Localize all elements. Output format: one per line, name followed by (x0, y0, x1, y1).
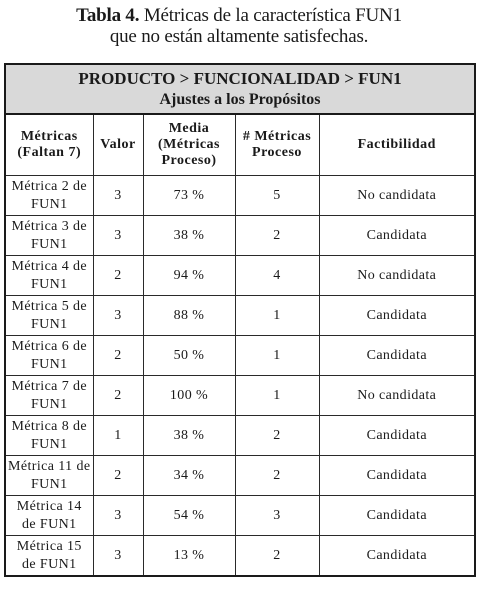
media-cell: 13 % (143, 536, 235, 577)
metric-name-cell: Métrica 3 de FUN1 (5, 216, 93, 256)
table-row (5, 296, 475, 336)
factibilidad-cell: Candidata (319, 456, 475, 496)
factibilidad-cell: Candidata (319, 536, 475, 577)
table-row (5, 256, 475, 296)
valor-cell: 2 (93, 456, 143, 496)
table-caption (0, 5, 478, 47)
header-media: Media (Métricas Proceso) (143, 114, 235, 176)
num-metricas-cell: 1 (235, 296, 319, 336)
table-subtitle: Ajustes a los Propósitos (159, 91, 321, 108)
num-metricas-cell: 1 (235, 336, 319, 376)
num-metricas-cell: 1 (235, 376, 319, 416)
metric-name-cell: Métrica 7 de FUN1 (5, 376, 93, 416)
num-metricas-cell: 3 (235, 496, 319, 536)
table-row (5, 416, 475, 456)
table-row (5, 176, 475, 216)
factibilidad-cell: Candidata (319, 336, 475, 376)
factibilidad-cell: No candidata (319, 256, 475, 296)
table-row (5, 536, 475, 577)
num-metricas-cell: 2 (235, 536, 319, 577)
factibilidad-cell: Candidata (319, 296, 475, 336)
metric-name-cell: Métrica 14 de FUN1 (5, 496, 93, 536)
table-title-cell (5, 64, 475, 114)
num-metricas-cell: 2 (235, 216, 319, 256)
table-row (5, 216, 475, 256)
media-cell: 38 % (143, 416, 235, 456)
metric-name-cell: Métrica 5 de FUN1 (5, 296, 93, 336)
table-row (5, 376, 475, 416)
num-metricas-cell: 5 (235, 176, 319, 216)
table-title: PRODUCTO > FUNCIONALIDAD > FUN1 (78, 69, 402, 88)
factibilidad-cell: Candidata (319, 216, 475, 256)
metric-name-cell: Métrica 4 de FUN1 (5, 256, 93, 296)
table-row (5, 496, 475, 536)
metric-name-cell: Métrica 15 de FUN1 (5, 536, 93, 577)
media-cell: 38 % (143, 216, 235, 256)
valor-cell: 3 (93, 176, 143, 216)
media-cell: 73 % (143, 176, 235, 216)
valor-cell: 2 (93, 336, 143, 376)
metric-name-cell: Métrica 2 de FUN1 (5, 176, 93, 216)
valor-cell: 3 (93, 496, 143, 536)
factibilidad-cell: No candidata (319, 176, 475, 216)
valor-cell: 2 (93, 256, 143, 296)
num-metricas-cell: 2 (235, 456, 319, 496)
num-metricas-cell: 4 (235, 256, 319, 296)
media-cell: 34 % (143, 456, 235, 496)
media-cell: 88 % (143, 296, 235, 336)
metric-name-cell: Métrica 11 de FUN1 (5, 456, 93, 496)
header-metricas: Métricas (Faltan 7) (5, 114, 93, 176)
valor-cell: 2 (93, 376, 143, 416)
media-cell: 54 % (143, 496, 235, 536)
factibilidad-cell: Candidata (319, 416, 475, 456)
valor-cell: 3 (93, 216, 143, 256)
valor-cell: 3 (93, 536, 143, 577)
table-row (5, 456, 475, 496)
caption-label: Tabla 4. (76, 5, 140, 26)
caption-text: Métricas de la característica FUN1 (143, 5, 402, 26)
media-cell: 100 % (143, 376, 235, 416)
header-valor: Valor (93, 114, 143, 176)
factibilidad-cell: No candidata (319, 376, 475, 416)
header-factibilidad: Factibilidad (319, 114, 475, 176)
header-num-metricas: # Métricas Proceso (235, 114, 319, 176)
valor-cell: 1 (93, 416, 143, 456)
valor-cell: 3 (93, 296, 143, 336)
metrics-table (4, 63, 476, 577)
column-header-row (5, 114, 475, 176)
media-cell: 50 % (143, 336, 235, 376)
factibilidad-cell: Candidata (319, 496, 475, 536)
num-metricas-cell: 2 (235, 416, 319, 456)
metric-name-cell: Métrica 8 de FUN1 (5, 416, 93, 456)
media-cell: 94 % (143, 256, 235, 296)
metric-name-cell: Métrica 6 de FUN1 (5, 336, 93, 376)
caption-text-line2: que no están altamente satisfechas. (109, 26, 369, 47)
table-row (5, 336, 475, 376)
